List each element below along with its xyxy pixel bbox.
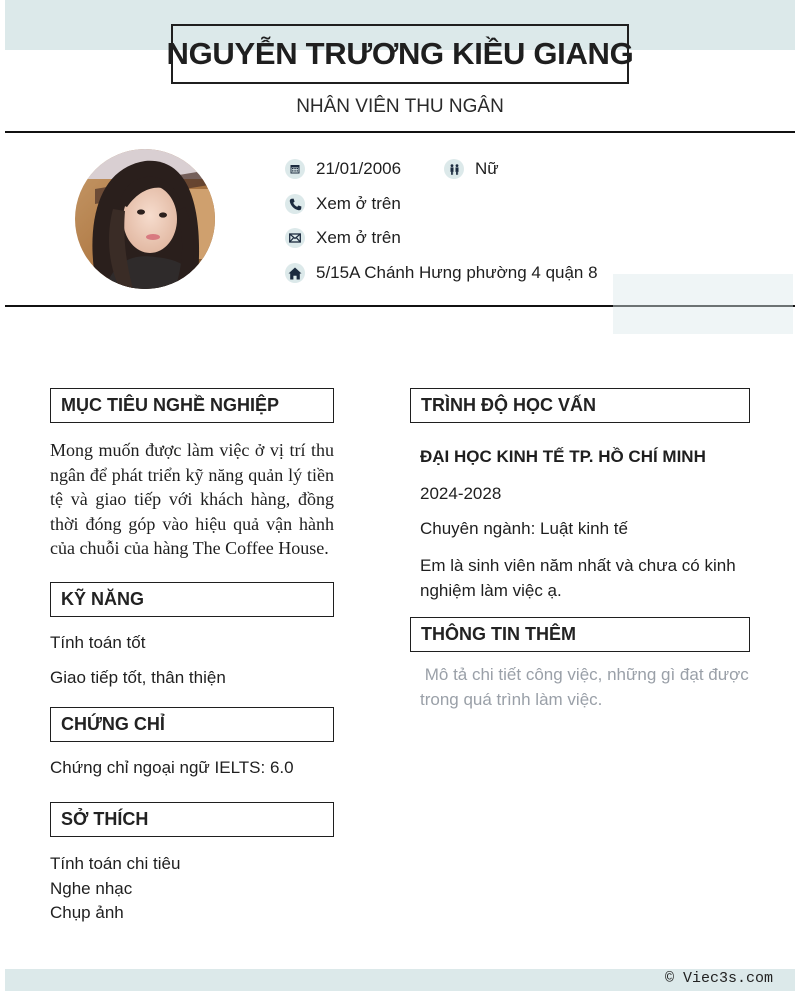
birth-date-row [285, 159, 401, 179]
overlay-panel [613, 274, 793, 334]
hobby-item: Nghe nhạc [50, 879, 133, 898]
name-box [166, 24, 634, 84]
phone: Xem ở trên [316, 194, 401, 213]
additional-info-placeholder: Mô tả chi tiết công việc, những gì đạt được trong quá trình làm việc. [420, 665, 754, 709]
gender: Nữ [475, 159, 499, 178]
section-career-objective: MỤC TIÊU NGHỀ NGHIỆP [50, 388, 334, 423]
skill-item: Giao tiếp tốt, thân thiện [50, 668, 226, 687]
hobby-item: Tính toán chi tiêu [50, 854, 181, 873]
school-name: ĐẠI HỌC KINH TẾ TP. HỒ CHÍ MINH [420, 447, 706, 466]
study-period: 2024-2028 [420, 484, 502, 503]
major: Chuyên ngành: Luật kinh tế [420, 519, 628, 538]
birth-date: 21/01/2006 [316, 159, 402, 178]
gender-row [444, 159, 499, 179]
hobby-item: Chụp ảnh [50, 903, 124, 922]
phone-icon [285, 194, 305, 214]
email: Xem ở trên [316, 228, 401, 247]
gender-icon [444, 159, 464, 179]
email-icon [285, 228, 305, 248]
section-hobbies: SỞ THÍCH [50, 802, 334, 837]
footer-copyright: © Viec3s.com [664, 970, 773, 987]
section-skills: KỸ NĂNG [50, 582, 334, 617]
section-certificates: CHỨNG CHỈ [50, 707, 334, 742]
skill-item: Tính toán tốt [50, 633, 146, 652]
certificate-item: Chứng chỉ ngoại ngữ IELTS: 6.0 [50, 758, 294, 777]
address-row [285, 263, 598, 283]
career-objective-text: Mong muốn được làm việc ở vị trí thu ngân để phát triển kỹ năng quản lý tiền tệ và giao tiếp với khách hàng, đồng thời đóng góp vào hiệu quả vận hành của chuỗi của hàng The Coffee House. [50, 440, 334, 559]
section-additional-info: THÔNG TIN THÊM [410, 617, 750, 652]
phone-row [285, 194, 401, 214]
email-row [285, 228, 401, 248]
calendar-icon [285, 159, 305, 179]
full-name: NGUYỄN TRƯƠNG KIỀU GIANG [166, 36, 634, 71]
avatar [75, 149, 215, 289]
divider-top [5, 131, 795, 133]
address: 5/15A Chánh Hưng phường 4 quận 8 [316, 263, 598, 282]
job-title: NHÂN VIÊN THU NGÂN [296, 96, 504, 117]
section-education: TRÌNH ĐỘ HỌC VẤN [410, 388, 750, 423]
home-icon [285, 263, 305, 283]
education-note: Em là sinh viên năm nhất và chưa có kinh nghiệm làm việc ạ. [420, 556, 736, 600]
